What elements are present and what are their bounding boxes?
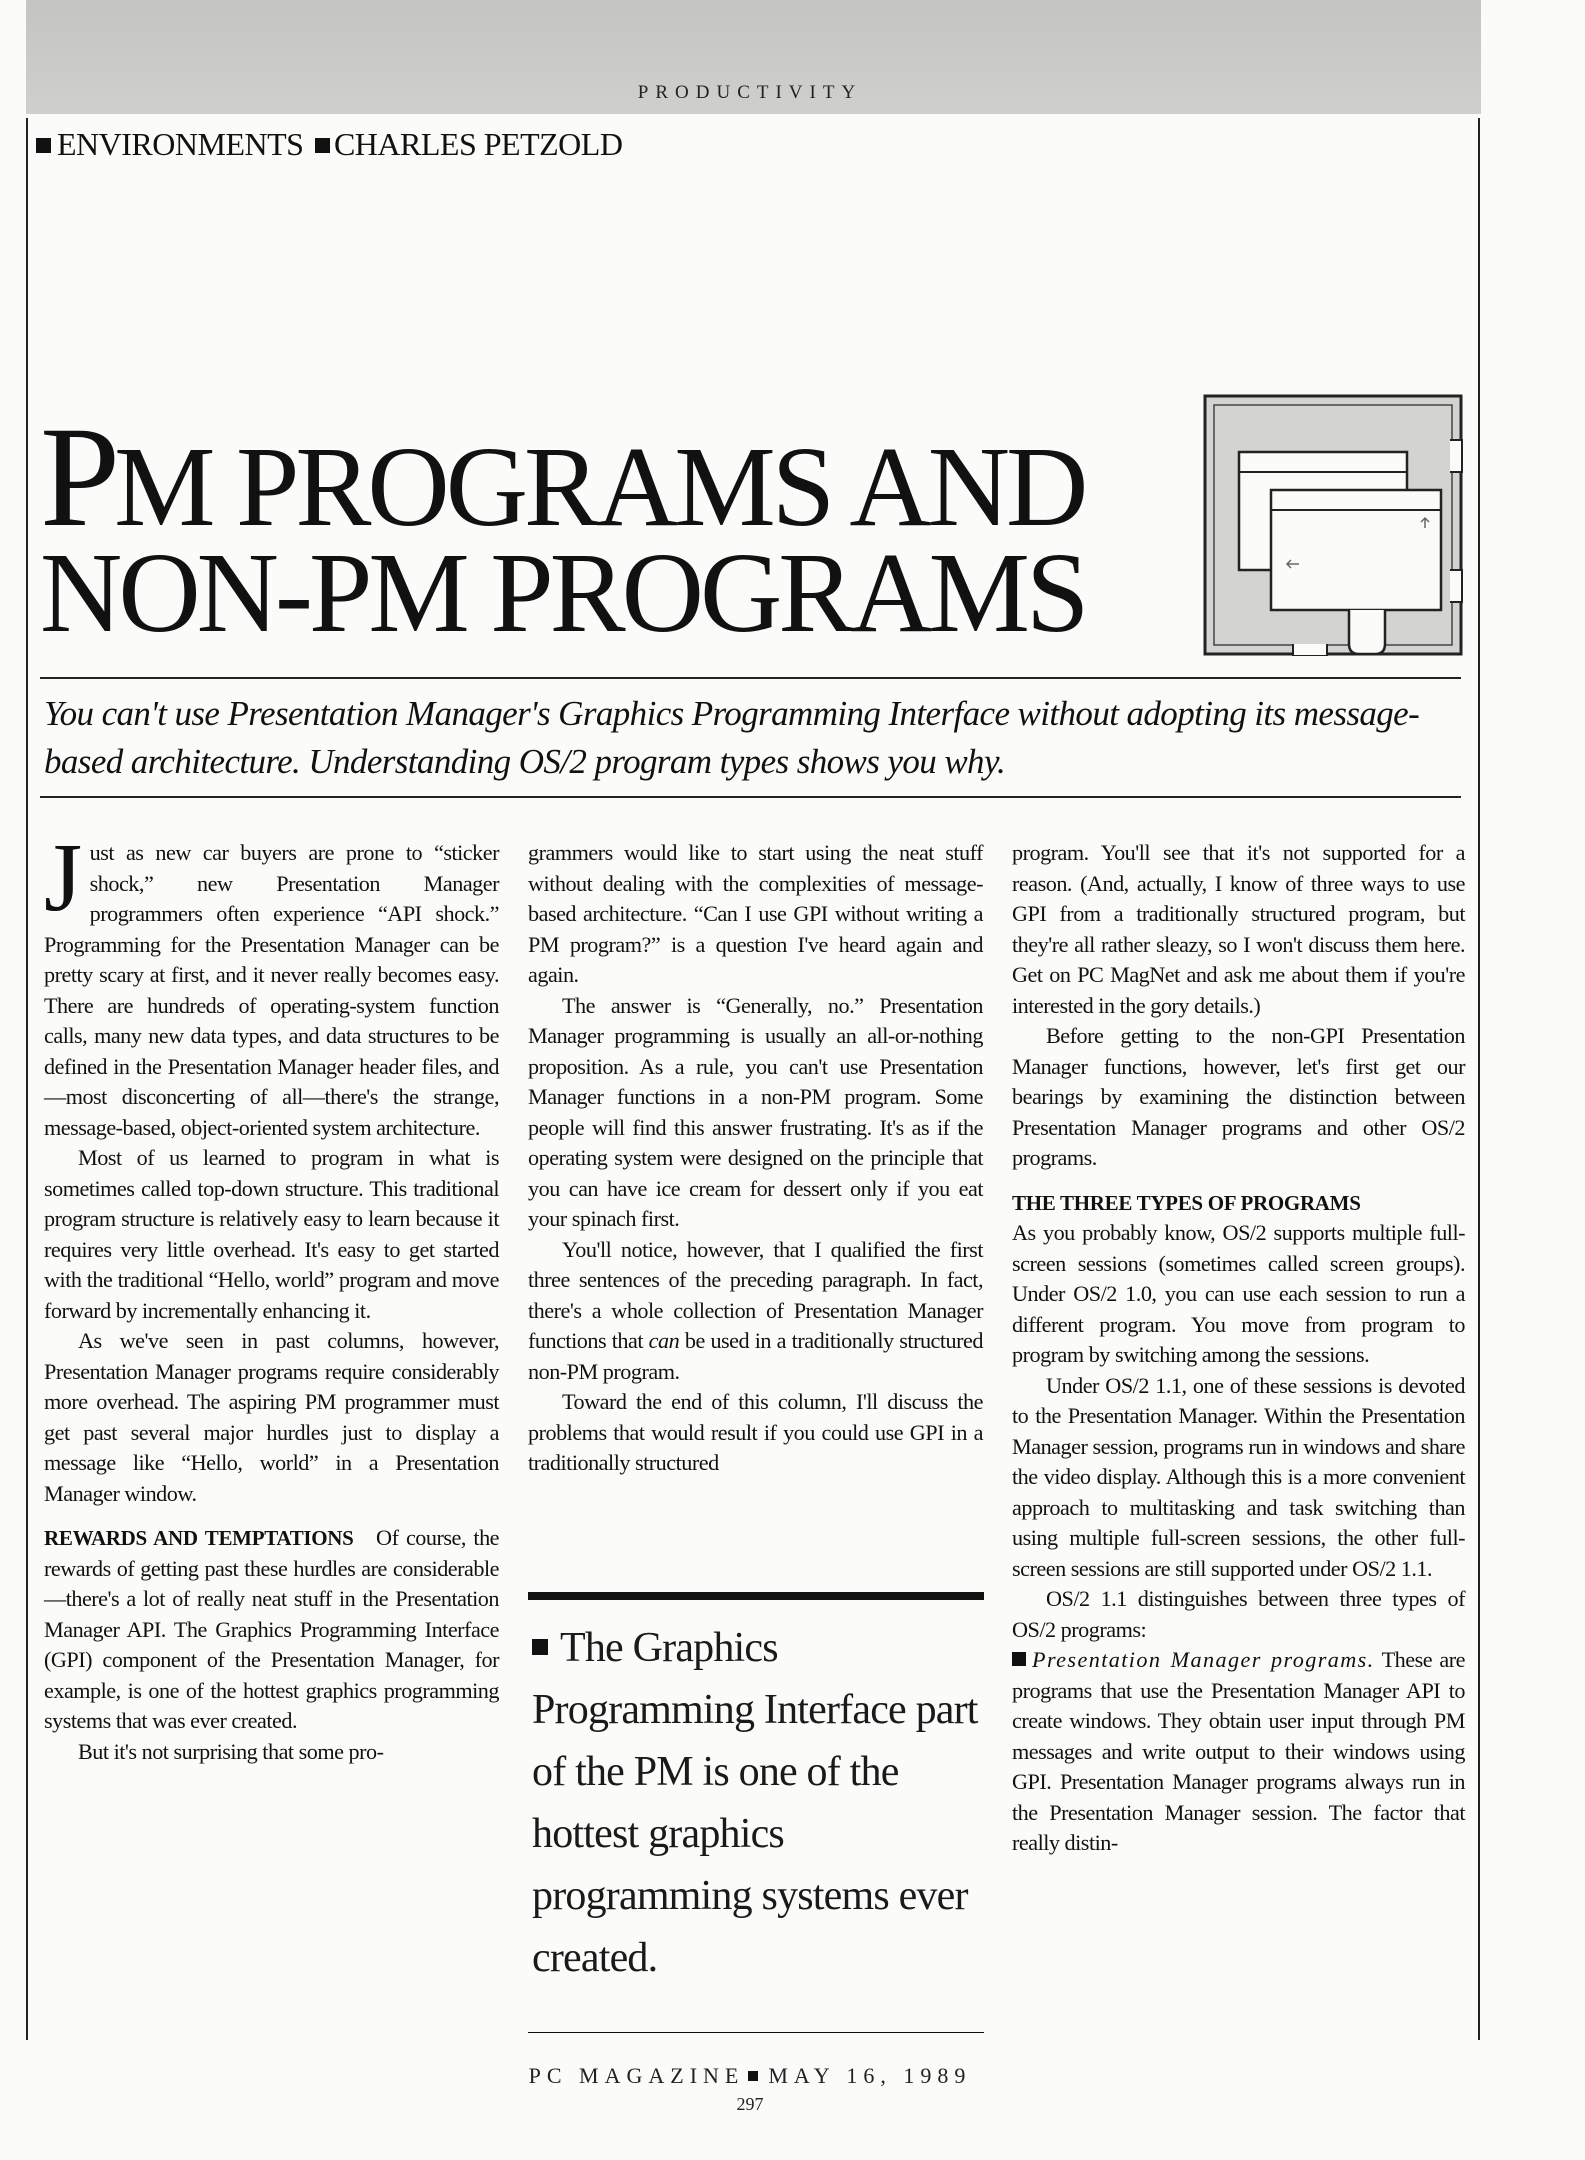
paragraph-text: be used in a traditionally structured non-PM program. (528, 1328, 983, 1384)
pullquote-bottom-rule (528, 2032, 984, 2033)
section-subhead: REWARDS AND TEMPTATIONS (44, 1526, 354, 1550)
pull-quote-text: The Graphics Programming Interface part of the PM is one of the hottest graphics programming systems ever created. (532, 1625, 978, 1981)
paragraph-text: You'll notice, however, that I qualified the first three sentences of the preceding paragraph. In fact, there's a whole collection of Presentation Manager functions that (528, 1236, 983, 1353)
section-subhead: THE THREE TYPES OF PROGRAMS (1012, 1190, 1361, 1215)
emphasis-text: can (648, 1328, 680, 1353)
column-2 (528, 838, 983, 1479)
deck-subtitle: You can't use Presentation Manager's Graphics Programming Interface without adopting its message-based architecture. Understanding OS/2 program types shows you why. (44, 694, 1420, 781)
publication-date: MAY 16, 1989 (768, 2063, 972, 2088)
paragraph: Before getting to the non-GPI Presentation Manager functions, however, let's first get our bearings by examining the distinction between Presentation Manager programs and other OS/2 programs. (1012, 1023, 1465, 1170)
paragraph: Under OS/2 1.1, one of these sessions is devoted to the Presentation Manager. Within the Presentation Manager session, programs run in windows and share the video display. Although this is a more convenient approach to multitasking and task switching than using multiple full-screen sessions, the other full-screen sessions are still supported under OS/2 1.1. (1012, 1372, 1465, 1581)
square-bullet-icon (1012, 1652, 1026, 1666)
overlapping-windows-illustration (1203, 394, 1463, 656)
left-page-rule (26, 118, 28, 2040)
paragraph-text: Of course, the rewards of getting past these hurdles are considerable—there's a lot of really neat stuff in the Presentation Manager API. The Graphics Programming Interface (GPI) component of the Presentation Manager, for example, is one of the hottest graphics programming systems that was ever created. (44, 1525, 500, 1733)
paragraph: OS/2 1.1 distinguishes between three types of OS/2 programs: (1012, 1586, 1465, 1642)
paragraph: program. You'll see that it's not supported for a reason. (And, actually, I know of three ways to use GPI from a traditionally structured program, but they're all rather sleazy, so I won't discuss them here. Get on PC MagNet and ask me about them if you're interested in the gory details.) (1012, 840, 1465, 1018)
headline-line1: M PROGRAMS AND (114, 423, 1085, 550)
paragraph (44, 824, 499, 1143)
drop-cap: J (44, 824, 82, 932)
square-bullet-icon (315, 138, 330, 153)
deck-bottom-rule (40, 796, 1461, 798)
article-headline (40, 398, 1086, 656)
paragraph (528, 1235, 983, 1388)
deck-top-rule (40, 677, 1461, 679)
author-name: CHARLES PETZOLD (333, 126, 623, 162)
page-footer (0, 2063, 1500, 2089)
paragraph: Toward the end of this column, I'll discuss the problems that would result if you could use GPI in a traditionally structured (528, 1389, 983, 1475)
square-bullet-icon (36, 138, 51, 153)
square-bullet-icon (532, 1639, 548, 1655)
headline-line2: NON-PM PROGRAMS (40, 529, 1086, 656)
bullet-label: Presentation Manager programs. (1032, 1647, 1375, 1672)
right-page-rule (1478, 118, 1480, 2040)
paragraph: As we've seen in past columns, however, Presentation Manager programs require considerably more overhead. The aspiring PM programmer must get past several major hurdles just to display a message like “Hello, world” in a Presentation Manager window. (44, 1328, 499, 1506)
paragraph: The answer is “Generally, no.” Presentation Manager programming is usually an all-or-nothing proposition. As a rule, you can't use Presentation Manager functions in a non-PM program. Some people will find this answer frustrating. It's as if the operating system were designed on the principle that you can have ice cream for dessert only if you eat your spinach first. (528, 992, 983, 1231)
page-number: 297 (736, 2094, 764, 2114)
headline-initial: P (40, 398, 115, 557)
pull-quote (532, 1617, 984, 1989)
column-1 (44, 824, 500, 1767)
category-label: ENVIRONMENTS (57, 126, 304, 162)
paragraph: But it's not surprising that some pro- (78, 1738, 384, 1764)
section-label: PRODUCTIVITY (637, 82, 863, 103)
paragraph (44, 1523, 499, 1737)
paragraph-text: ust as new car buyers are prone to “sticker shock,” new Presentation Manager programmers often experience “API shock.” Programming for the Presentation Manager can be pretty scary at first, and it never really becomes easy. There are hundreds of operating-system function calls, many new data types, and data structures to be defined in the Presentation Manager header files, and—most disconcerting of all—there's the strange, message-based, object-oriented system architecture. (44, 840, 499, 1140)
publication-name: PC MAGAZINE (528, 2063, 745, 2088)
paragraph: grammers would like to start using the neat stuff without dealing with the complexities of message-based architecture. “Can I use GPI without writing a PM program?” is a question I've heard again and again. (528, 840, 983, 987)
kicker-line (36, 126, 622, 163)
square-bullet-icon (748, 2071, 758, 2081)
paragraph-text: These are programs that use the Presentation Manager API to create windows. They obtain user input through PM messages and write output to their windows using GPI. Presentation Manager programs always run in the Presentation Manager session. The factor that really distin- (1012, 1647, 1465, 1855)
paragraph: As you probably know, OS/2 supports multiple full-screen sessions (sometimes called screen groups). Under OS/2 1.0, you can use each session to run a different program. You move from program to program by switching among the sessions. (1012, 1220, 1465, 1367)
pullquote-top-rule (528, 1592, 984, 1600)
paragraph: Most of us learned to program in what is sometimes called top-down structure. This traditional program structure is relatively easy to learn because it requires very little overhead. It's easy to get started with the traditional “Hello, world” program and move forward by incrementally enhancing it. (44, 1145, 499, 1323)
column-3 (1012, 838, 1465, 1859)
bullet-item (1012, 1645, 1465, 1859)
